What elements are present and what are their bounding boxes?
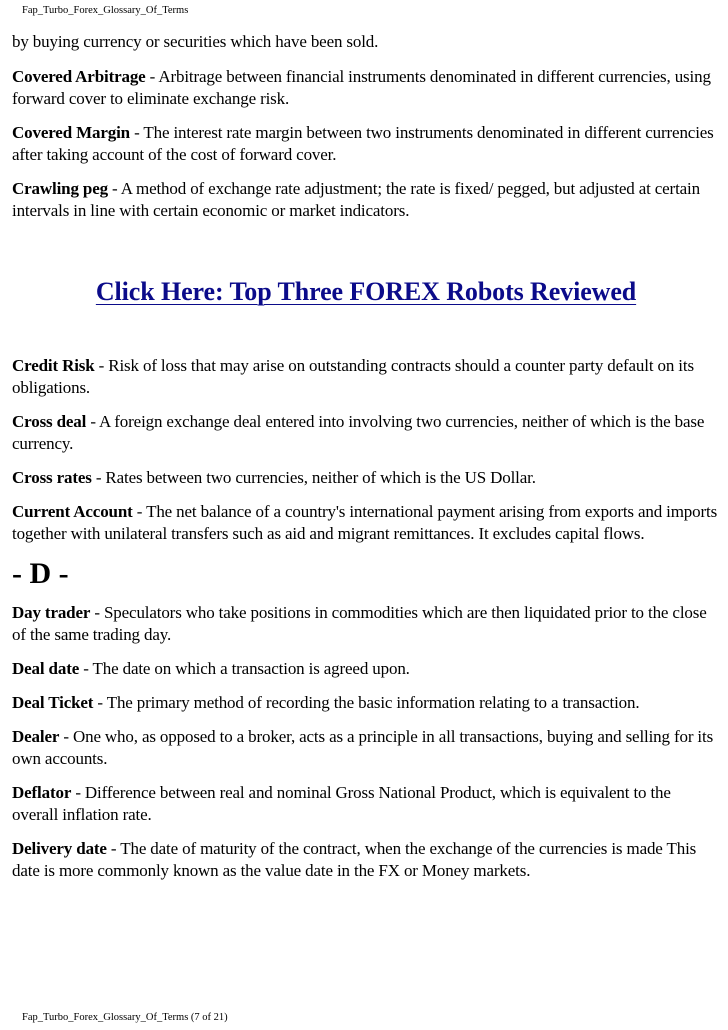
glossary-term: Credit Risk xyxy=(12,356,95,375)
glossary-definition: - The primary method of recording the basic information relating to a transaction. xyxy=(93,693,640,712)
glossary-definition: - The net balance of a country's international payment arising from exports and imports together with unilateral transfers such as aid and migrant remittances. It excludes capital flows. xyxy=(12,502,718,543)
continuation-text: by buying currency or securities which have been sold. xyxy=(12,32,379,51)
glossary-term: Deal Ticket xyxy=(12,693,94,712)
glossary-definition: - The date on which a transaction is agreed upon. xyxy=(79,659,410,678)
glossary-definition: - Difference between real and nominal Gross National Product, which is equivalent to the overall inflation rate. xyxy=(12,783,671,824)
glossary-entry-deal-date xyxy=(12,658,720,680)
glossary-content xyxy=(12,31,720,894)
glossary-term: Covered Margin xyxy=(12,123,130,142)
glossary-entry-crawling-peg xyxy=(12,178,720,222)
glossary-term: Delivery date xyxy=(12,839,107,858)
glossary-definition: - Rates between two currencies, neither of which is the US Dollar. xyxy=(91,468,536,487)
glossary-term: Crawling peg xyxy=(12,179,108,198)
glossary-definition: - One who, as opposed to a broker, acts as a principle in all transactions, buying and selling for its own accounts. xyxy=(12,727,714,768)
page-footer: Fap_Turbo_Forex_Glossary_Of_Terms (7 of 21) xyxy=(22,1012,228,1023)
glossary-entry-day-trader xyxy=(12,602,720,646)
glossary-term: Cross rates xyxy=(12,468,92,487)
glossary-entry-covered-margin xyxy=(12,122,720,166)
glossary-entry-covered-arbitrage xyxy=(12,66,720,110)
page-header: Fap_Turbo_Forex_Glossary_Of_Terms xyxy=(22,5,189,16)
glossary-definition: - The date of maturity of the contract, when the exchange of the currencies is made This date is more commonly known as the value date in the FX or Money markets. xyxy=(12,839,697,880)
glossary-term: Covered Arbitrage xyxy=(12,67,146,86)
glossary-definition: - Risk of loss that may arise on outstanding contracts should a counter party default on its obligations. xyxy=(12,356,694,397)
promo-banner xyxy=(12,234,720,355)
glossary-term: Current Account xyxy=(12,502,133,521)
glossary-term: Cross deal xyxy=(12,412,87,431)
glossary-entry-dealer xyxy=(12,726,720,770)
glossary-term: Deal date xyxy=(12,659,80,678)
glossary-term: Dealer xyxy=(12,727,60,746)
glossary-entry-deflator xyxy=(12,782,720,826)
glossary-term: Deflator xyxy=(12,783,72,802)
glossary-definition: - The interest rate margin between two instruments denominated in different currencies after taking account of the cost of forward cover. xyxy=(12,123,714,164)
forex-robots-review-link[interactable]: Click Here: Top Three FOREX Robots Reviewed xyxy=(95,277,637,306)
glossary-definition: - Speculators who take positions in commodities which are then liquidated prior to the close of the same trading day. xyxy=(12,603,707,644)
glossary-entry-cross-deal xyxy=(12,411,720,455)
glossary-entry-cross-rates xyxy=(12,467,720,489)
section-heading-d: - D - xyxy=(12,557,69,590)
glossary-entry-deal-ticket xyxy=(12,692,720,714)
glossary-definition: - Arbitrage between financial instruments denominated in different currencies, using forward cover to eliminate exchange risk. xyxy=(12,67,711,108)
glossary-entry-current-account xyxy=(12,501,720,545)
glossary-entry-credit-risk xyxy=(12,355,720,399)
glossary-definition: - A method of exchange rate adjustment; the rate is fixed/ pegged, but adjusted at certain intervals in line with certain economic or market indicators. xyxy=(12,179,700,220)
glossary-definition: - A foreign exchange deal entered into involving two currencies, neither of which is the base currency. xyxy=(12,412,705,453)
glossary-entry-delivery-date xyxy=(12,838,720,882)
glossary-term: Day trader xyxy=(12,603,91,622)
